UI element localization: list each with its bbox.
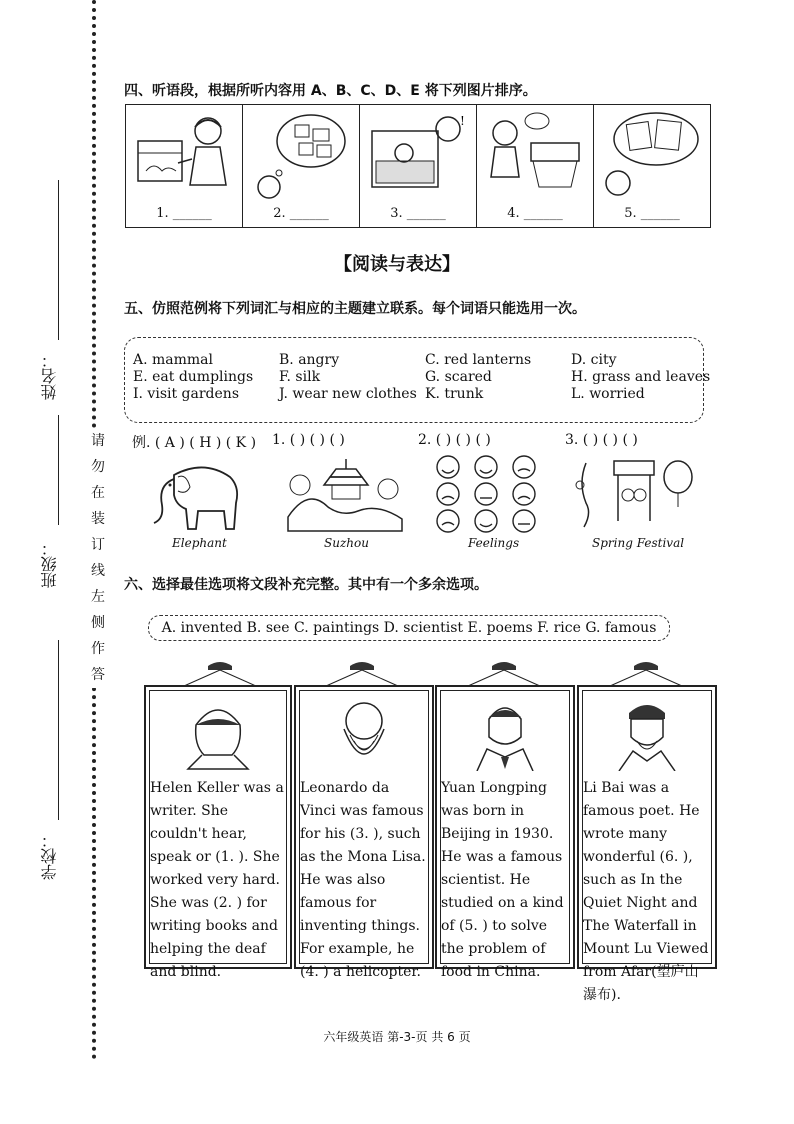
card-text: Li Bai was a famous poet. He wrote many wonderful (6. ), such as In the Quiet Night and The Waterfall in Mount Lu Viewed from Afar(望庐山瀑布). bbox=[583, 780, 709, 1003]
word-c: C. red lanterns bbox=[425, 352, 532, 368]
child-in-bed-illustration bbox=[366, 111, 470, 201]
option-bank: A. invented B. see C. paintings D. scientist E. poems F. rice G. famous bbox=[148, 615, 670, 641]
answer-2[interactable]: 2. ( ) ( ) ( ) bbox=[418, 432, 491, 448]
caption-spring-festival: Spring Festival bbox=[592, 536, 685, 550]
picture-2: 2. ______ bbox=[243, 105, 360, 227]
word-h: H. grass and leaves bbox=[571, 369, 711, 385]
reading-section-heading: 【阅读与表达】 bbox=[334, 254, 460, 275]
hanger-icon bbox=[180, 660, 260, 688]
hanger-icon bbox=[322, 660, 402, 688]
school-label: 学校： bbox=[40, 832, 59, 880]
portrait-helen-keller bbox=[146, 695, 290, 771]
warning-text: 请 勿 在 装 订 线 左 侧 作 答 bbox=[88, 428, 108, 688]
word-b: B. angry bbox=[279, 352, 340, 368]
caption-feelings: Feelings bbox=[468, 536, 520, 550]
word-d: D. city bbox=[571, 352, 617, 368]
name-label: 姓名： bbox=[40, 352, 59, 400]
picture-4: 4. ______ bbox=[477, 105, 594, 227]
card-helen-keller bbox=[144, 685, 292, 980]
suzhou-garden-illustration bbox=[284, 455, 408, 533]
portrait-li-bai bbox=[579, 695, 715, 771]
feelings-faces-illustration bbox=[430, 455, 542, 533]
word-j: J. wear new clothes bbox=[279, 386, 417, 402]
portrait-da-vinci bbox=[296, 695, 432, 771]
svg-text:!: ! bbox=[460, 114, 465, 128]
card-text: Helen Keller was a writer. She couldn't hear, speak or (1. ). She worked very hard. She was (2. ) for writing books and helping the deaf and blind. bbox=[150, 780, 284, 980]
class-label: 班级： bbox=[40, 540, 59, 588]
caption-suzhou: Suzhou bbox=[324, 536, 369, 550]
picture-5: 5. ______ bbox=[594, 105, 710, 227]
word-e: E. eat dumplings bbox=[133, 369, 254, 385]
card-text: Leonardo da Vinci was famous for his (3. ), such as the Mona Lisa. He was also famous for inventing things. For example, he (4. ) a helicopter. bbox=[300, 780, 426, 980]
card-da-vinci bbox=[294, 685, 434, 980]
word-k: K. trunk bbox=[425, 386, 484, 402]
word-a: A. mammal bbox=[133, 352, 214, 368]
card-yuan-longping bbox=[435, 685, 575, 980]
word-bank bbox=[124, 337, 711, 423]
word-i: I. visit gardens bbox=[133, 386, 240, 402]
portrait-yuan-longping bbox=[437, 695, 573, 771]
school-line bbox=[58, 640, 59, 820]
caption-elephant: Elephant bbox=[172, 536, 227, 550]
elephant-illustration bbox=[144, 455, 248, 533]
answer-example: 例. ( A ) ( H ) ( K ) bbox=[132, 435, 257, 451]
class-line bbox=[58, 415, 59, 525]
word-g: G. scared bbox=[425, 369, 492, 385]
spring-festival-illustration bbox=[566, 455, 696, 533]
picture-1: 1. ______ bbox=[126, 105, 243, 227]
picture-3: ! 3. ______ bbox=[360, 105, 477, 227]
word-l: L. worried bbox=[571, 386, 645, 402]
word-f: F. silk bbox=[279, 369, 321, 385]
hanger-icon bbox=[464, 660, 544, 688]
boy-with-calendar-illustration bbox=[132, 111, 236, 201]
girl-dreaming-illustration bbox=[600, 111, 704, 201]
answer-3[interactable]: 3. ( ) ( ) ( ) bbox=[565, 432, 638, 448]
boy-with-box-illustration bbox=[483, 111, 587, 201]
answer-1[interactable]: 1. ( ) ( ) ( ) bbox=[272, 432, 345, 448]
q5-title: 五、仿照范例将下列词汇与相应的主题建立联系。每个词语只能选用一次。 bbox=[124, 301, 586, 317]
q6-title: 六、选择最佳选项将文段补充完整。其中有一个多余选项。 bbox=[124, 577, 488, 593]
q4-picture-strip bbox=[125, 104, 711, 228]
card-li-bai bbox=[577, 685, 717, 1003]
hanger-icon bbox=[606, 660, 686, 688]
girl-thinking-illustration bbox=[249, 111, 353, 201]
page-footer: 六年级英语 第-3-页 共 6 页 bbox=[323, 1030, 471, 1044]
q4-title: 四、听语段，根据所听内容用 A、B、C、D、E 将下列图片排序。 bbox=[124, 83, 537, 99]
card-text: Yuan Longping was born in Beijing in 1930. He was a famous scientist. He studied on a kind of (5. ) to solve the problem of food in China. bbox=[441, 780, 564, 980]
